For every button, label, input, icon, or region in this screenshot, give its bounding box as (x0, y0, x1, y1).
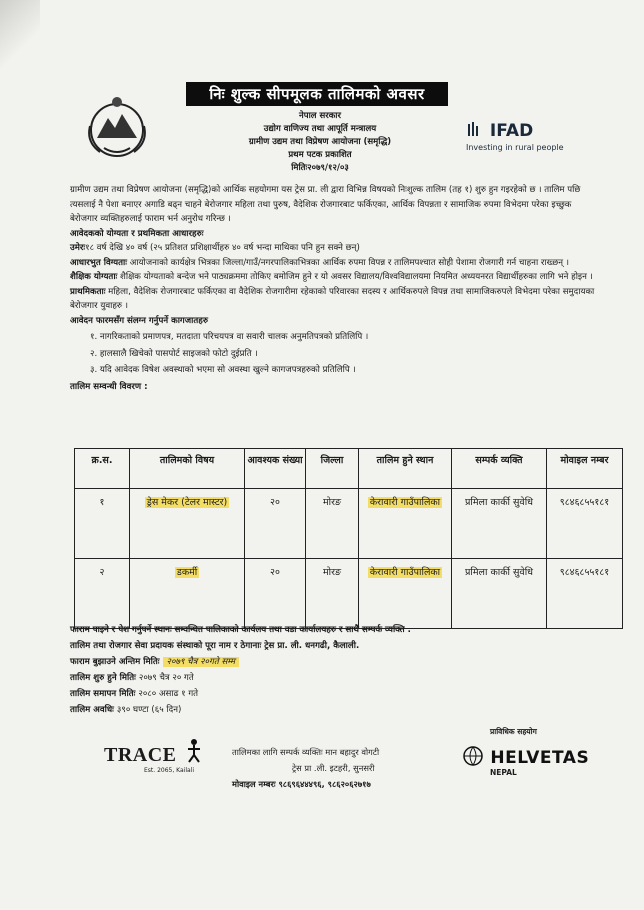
cell-serial: २ (75, 559, 130, 629)
cell-mobile: ९८४६८५५१८१ (547, 559, 623, 629)
end-date-line: तालिम समापन मितिः २०८० असाढ १ गते (70, 689, 199, 699)
helvetas-logo (462, 745, 592, 777)
cell-subject: ड्रेस मेकर (टेलर मास्टर) (130, 489, 245, 559)
trace-sub: Est. 2065, Kailali (144, 767, 195, 774)
cell-serial: १ (75, 489, 130, 559)
ifad-logo (466, 120, 586, 152)
deadline-line: फाराम बुझाउने अन्तिम मितिः २०७९ चैत्र २०गते सम्म (70, 654, 610, 670)
cell-subject: डकर्मी (130, 559, 245, 629)
nepal-emblem-logo (82, 92, 152, 164)
cell-contact: प्रमिला कार्की सुवेधि (452, 489, 547, 559)
col-district: जिल्ला (306, 449, 359, 489)
contact-person: तालिमका लागि सम्पर्क व्यक्तिः मान बहादुर वोगटी (232, 747, 380, 757)
trace-logo (104, 737, 214, 773)
globe-icon (462, 745, 484, 767)
trace-name: TRACE (104, 744, 177, 766)
gov-line1: नेपाल सरकार (299, 111, 341, 121)
eligibility-heading: आवेदकको योग्यता र प्रथमिकता आधारहरुः (70, 228, 204, 239)
form-location: फाराम पाइने र पेश गर्नुपर्ने स्थानः सम्वन्धित पालिकाको कार्यलय तथा वडा कार्यालयहरु र साथै सम्पर्क व्यक्ति . (70, 625, 411, 635)
start-date-line: तालिम शुरु हुने मितिः २०७९ चैत्र २० गते (70, 673, 194, 683)
contact-address: ट्रेस प्रा .ली. इटहरी, सुनसरी (292, 763, 375, 773)
age-criteria: उमेरः१८ वर्ष देखि ४० वर्ष (२५ प्रतिशत प्रशिक्षार्थीहरु ४० वर्ष भन्दा माथिका पनि हुन सक्ने छन्) (70, 243, 360, 253)
gov-date: मितिः२०७९/१२/०३ (291, 163, 349, 173)
gov-line2: उद्योग वाणिज्य तथा आपूर्ति मन्त्रालय (263, 124, 377, 134)
table-row (75, 489, 623, 559)
cell-contact: प्रमिला कार्की सुवेधि (452, 559, 547, 629)
ifad-wheat-icon (466, 120, 484, 138)
cell-district: मोरङ (306, 489, 359, 559)
trace-figure-icon (182, 737, 206, 763)
training-table (74, 448, 623, 629)
cell-location: केरावारी गाउँपालिका (359, 559, 452, 629)
col-subject: तालिमको विषय (130, 449, 245, 489)
basis-criteria: आधारभुत विग्यताः आयोजनाको कार्यक्षेत्र भित्रका जिल्ला/गाउँ/नगरपालिकाभित्रका आर्थिक रुपमा विपन्न र तालिमपश्चात सोही पेशामा रोजगारी गर्न चाहना राख्छन् । (70, 257, 569, 268)
duration-line: तालिम अवधिः ३९० घण्टा (६५ दिन) (70, 705, 182, 715)
deadline-value: २०७९ चैत्र २०गते सम्म (163, 657, 239, 667)
intro-paragraph: ग्रामीण उद्यम तथा विप्रेषण आयोजना (समृद्धि)को आर्थिक सहयोगमा यस ट्रेस प्रा. ली द्वारा विभिन्न विषयको निःशुल्क तालिम (तह १) शुरु हुन गइरहेको छ । तालिम पछि त्यसलाई नै पेशा बनाएर अगाडि बढ्न चाहने बेरोजगार महिला तथा पुरुष, वैदेशिक रोजगारबाट फर्किएका, आर्थिक विपन्नता र सामाजिक रुपमा विभेदमा परेका इच्छुक बेरोजगार व्यक्तिहरुलाई फाराम भर्न अनुरोध गरिन्छ । (70, 185, 581, 224)
document-item: १. नागरिकताको प्रमाणपत्र, मतदाता परिचयपत्र वा सवारी चालक अनुमतिपत्रको प्रतिलिपि । (90, 332, 369, 342)
contact-info (232, 744, 492, 792)
contact-mobile: मोवाइल नम्बरः ९८६९६४४४९६, ९८६२०६२७१७ (232, 779, 371, 789)
notice-banner: निः शुल्क सीपमूलक तालिमको अवसर (186, 82, 448, 106)
tech-support-label: प्राविधिक सहयोग (490, 727, 537, 736)
documents-heading: आवेदन फारमसँग संलग्न गर्नुपर्ने कागजातहरु (70, 315, 208, 326)
document-item: ३. यदि आवेदक विषेश अवस्थाको भएमा सो अवस्था खुल्ने कागजपत्रहरुको प्रतिलिपि । (90, 365, 356, 375)
col-contact: सम्पर्क व्यक्ति (452, 449, 547, 489)
ifad-tagline: Investing in rural people (466, 143, 564, 152)
document-item: २. हालसालै खिचेको पासपोर्ट साइजको फोटो दुईप्रति । (90, 348, 258, 359)
table-row (75, 559, 623, 629)
col-serial: क्र.स. (75, 449, 130, 489)
cell-location: केरावारी गाउँपालिका (359, 489, 452, 559)
col-mobile: मोवाइल नम्बर (547, 449, 623, 489)
priority-criteria: प्राथमिकताः महिला, वैदेशिक रोजगारबाट फर्किएका वा वैदेशिक रोजगारीमा रहेकाको परिवारका सदस्य र आर्थिकरुपले विपन्न तथा सामाजिकरुपले विभेदमा परेका समुदायका बेरोजगार युवाहरु । (70, 286, 595, 311)
gov-line3: ग्रामीण उद्यम तथा विप्रेषण आयोजना (समृद्धि) (248, 137, 392, 147)
education-criteria: शैक्षिक योग्यताः शैक्षिक योग्यताको बन्देज भने पाठ्यक्रममा तोकिए बमोजिम हुने र यो अवसर विद्यालय/विश्वविद्यालयमा नियमित अध्ययनरत विद्यार्थीहरुका लागि भने होइन । (70, 272, 593, 282)
provider-info: तालिम तथा रोजगार सेवा प्रदायक संस्थाको पूरा नाम र ठेगानाः ट्रेस प्रा. ली. धनगढी, कैलाली. (70, 641, 360, 651)
ifad-name: IFAD (466, 120, 586, 141)
page-fold (0, 0, 40, 80)
table-header-row (75, 449, 623, 489)
government-header (220, 110, 420, 175)
helvetas-country: NEPAL (490, 768, 517, 777)
gov-line4: प्रथम पटक प्रकाशित (288, 150, 352, 160)
documents-list (90, 330, 600, 378)
cell-quantity: २० (245, 559, 306, 629)
notice-body (70, 183, 600, 394)
table-title: तालिम सम्वन्धी विवरण : (70, 381, 148, 392)
helvetas-name: HELVETAS (462, 745, 592, 768)
col-quantity: आवश्यक संख्या (245, 449, 306, 489)
cell-district: मोरङ (306, 559, 359, 629)
cell-mobile: ९८४६८५५१८१ (547, 489, 623, 559)
col-location: तालिम हुने स्थान (359, 449, 452, 489)
notice-footer (70, 622, 610, 718)
cell-quantity: २० (245, 489, 306, 559)
